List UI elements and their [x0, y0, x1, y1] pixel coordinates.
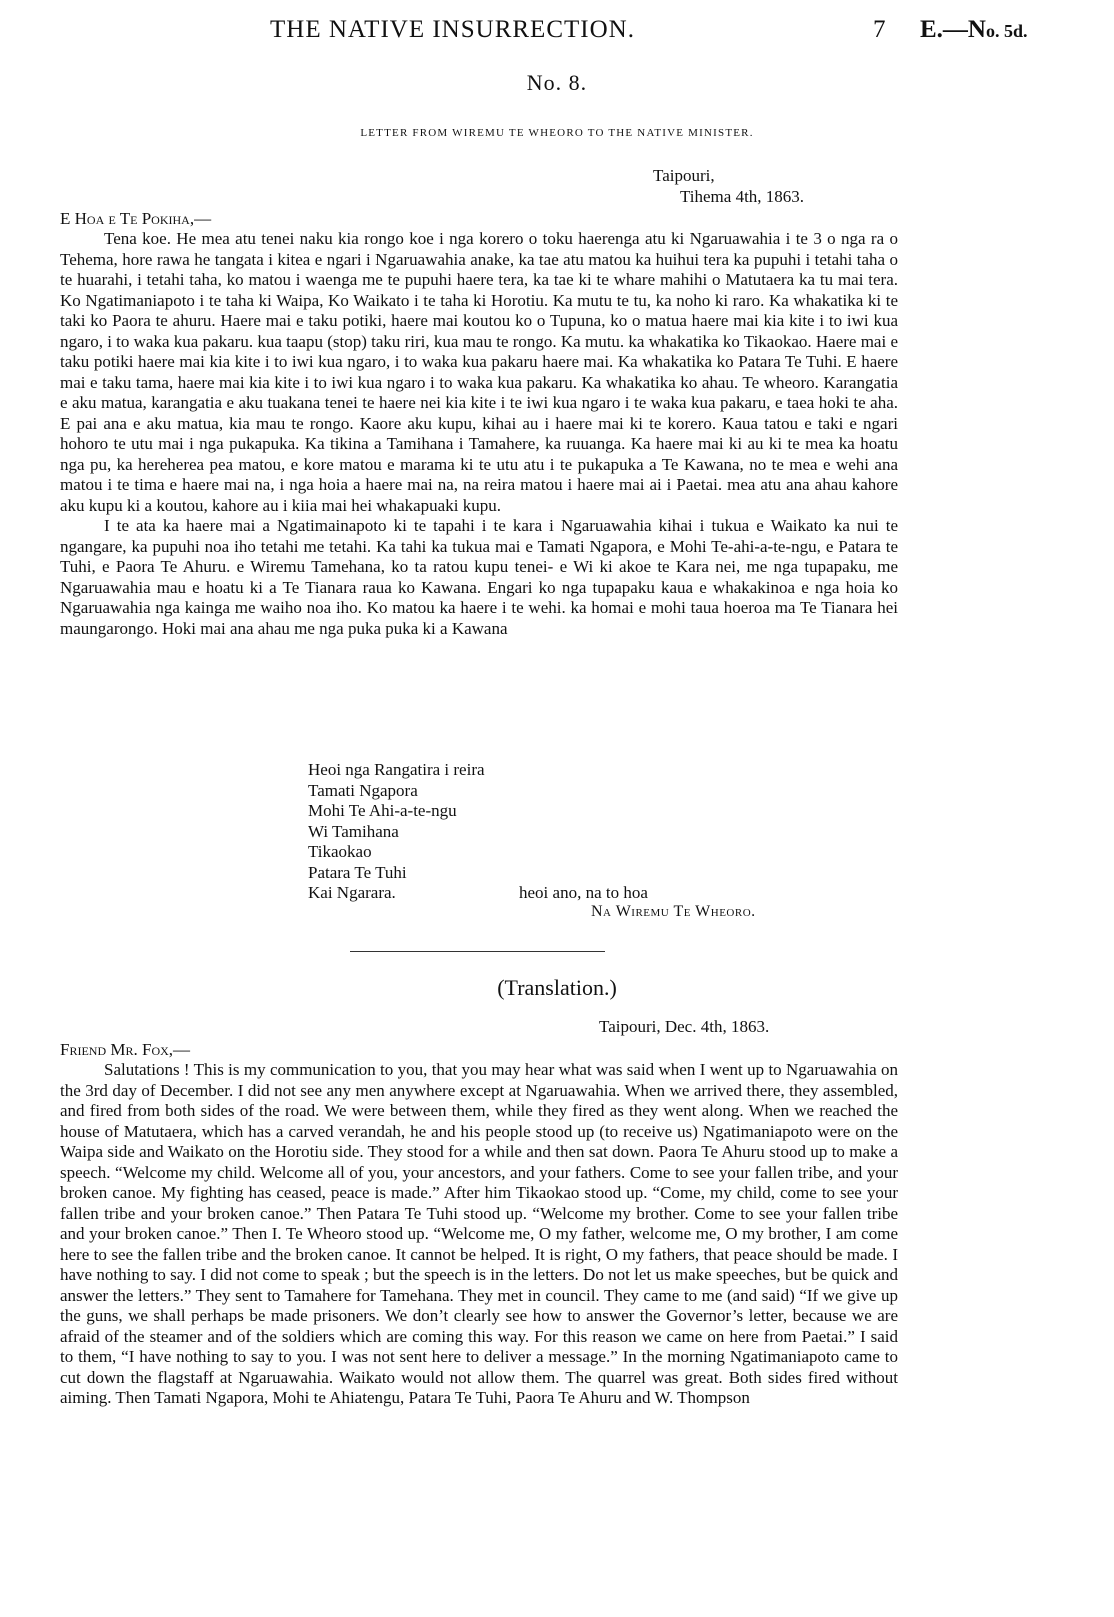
chiefs-list-item: Kai Ngarara.	[308, 883, 396, 902]
page-number: 7	[873, 16, 886, 43]
chiefs-list-item: Wi Tamihana	[308, 821, 399, 841]
translation-heading: (Translation.)	[497, 975, 617, 1000]
letter-heading: LETTER FROM WIREMU TE WHEORO TO THE NATIVE MINISTER.	[360, 127, 754, 139]
translation-salutation: Friend Mr. Fox,—	[60, 1040, 191, 1059]
translation-body	[60, 1060, 898, 1409]
chiefs-list-item: Tamati Ngapora	[308, 780, 418, 800]
letter-signature: Na Wiremu Te Wheoro.	[591, 903, 756, 920]
translation-paragraph: Salutations ! This is my communication to you, that you may hear what was said when I went up to Ngaruawahia on the 3rd day of December. I did not see any men anywhere except at Ngaruawahia. When we arrived there, they assembled, and fired from both sides of the road. We were between them, while they fired as they went along. When we reached the house of Matutaera, which has a carved verandah, he and his people stood up (to receive us) Ngatimaniapoto were on the Waipa side and Waikato on the Horotiu side. They stood for a while and then sat down. Paora Te Ahuru stood up to make a speech. “Welcome my child. Welcome all of you, your ancestors, and your fathers. Come to see your fallen tribe, and your broken canoe. My fighting has ceased, peace is made.” After him Tikaokao stood up. “Come, my child, come to see your fallen tribe and your broken canoe.” Then Patara Te Tuhi stood up. “Welcome my brother. Come to see your fallen tribe and your broken canoe.” Then I. Te Wheoro stood up. “Welcome me, O my father, welcome me, O my brother, I am come here to see the fallen tribe and the broken canoe. It cannot be helped. It is right, O my fathers, that peace should be made. I have nothing to say. I did not come to speak ; but the speech is in the letters. Do not let us make speeches, but be quick and answer the letters.” They sent to Tamahere for Tamehana. They met in council. They came to me (and said) “If we give up the guns, we shall perhaps be made prisoners. We don’t clearly see how to answer the Governor’s letter, because we are afraid of the steamer and of the soldiers which are coming this way. For this reason we came on here from Paetai.” I said to them, “I have nothing to say to you. I was not sent here to deliver a message.” In the morning Ngatimaniapoto came to cut down the flagstaff at Ngaruawahia. Waikato would not allow them. The quarrel was great. Both sides fired without aiming. Then Tamati Ngapora, Mohi te Ahiatengu, Patara Te Tuhi, Paora Te Ahuru and W. Thompson	[60, 1060, 898, 1407]
chiefs-list-item: Patara Te Tuhi	[308, 862, 407, 882]
running-header-title: THE NATIVE INSURRECTION.	[270, 16, 635, 43]
maori-paragraph-1: Tena koe. He mea atu tenei naku kia rongo koe i nga korero o toku haerenga atu ki Ngaruawahia i te 3 o nga ra o Tehema, hore rawa he tangata i kitea e ngari i Ngaruawahia anake, ka tae atu matou ka huihui tera ka pupuhi i tetahi taha o te huarahi, i tetahi taha, ko matou i waenga me te pupuhi haere tera, ka tae ki te whare mahihi o Matutaera ka tu mai tera. Ko Ngatimaniapoto i te taha ki Waipa, Ko Waikato i te taha ki Horotiu. Ka mutu te tu, ka noho ki raro. Ka whakatika ki te taki ko Paora te ahuru. Haere mai e taku potiki, haere mai koutou ko o Tupuna, ko o matua haere mai kia kite i to iwi kua ngaro, i to waka kua pakaru. kua taapu (stop) taku riri, kua mau te rongo. Ka mutu. ka whakatika ko Tikaokao. Haere mai e taku potiki haere mai kia kite i to iwi kua ngaro, i to waka kua pakaru haere mai. Ka whakatika ko Patara Te Tuhi. E haere mai e taku tama, haere mai kia kite i to iwi kua ngaro i to waka kua pakaru. Ka whakatika ko ahau. Te wheoro. Karangatia e aku matua, karangatia e aku tuakana tenei te haere nei kia kite i te iwi kua ngaro i te waka kua pakaru, e taea hoki te aha. E pai ana e aku matua, kia mau te rongo. Kaore aku kupu, kihai au i haere mai ki te korero. Kaua tatou e taki e ngari hohoro te utu mai i nga pukapuka. Ka tikina a Tamihana i Tamahere, ka ruuanga. Ka haere mai ki au ki te mea ka hoatu nga pu, ka hereherea pea matou, e kore matou e marama ki te utu atu i te pukapuka a Te Kawana, no te mea e wehi ana matou i te tima e haere mai na, i nga hoia a haere mai na, na reira matou i haere mai ai i Paetai. mea atu ana ahau kahore aku kupu ki a koutou, kahore au i kiia mai hei whakapuaki kupu.	[60, 229, 898, 515]
translation-place-date: Taipouri, Dec. 4th, 1863.	[599, 1017, 770, 1036]
maori-paragraph-2: I te ata ka haere mai a Ngatimainapoto ki te tapahi i te kara i Ngaruawahia kihai i tukua e Waikato ka nui te ngangare, ka pupuhi noa iho tetahi me tetahi. Ka tahi ka tukua mai e Tamati Ngapora, e Mohi Te-ahi-a-te-ngu, e Patara te Tuhi, e Paora Te Ahuru. e Wiremu Tamehana, ko ta ratou kupu tenei- e Wi ki akoe te Kara nei, me nga tupapaku, me Ngaruawahia mau e hoatu ki a Te Tianara raua ko Kawana. Engari ko nga tupapaku kaua e whakakinoa e nga hoia ko Ngaruawahia nga kainga me waiho noa iho. Ko matou ka haere i te wehi. ka homai e mohi taua hoeroa ma Te Tianara hei maungarongo. Hoki mai ana ahau me nga puka puka ki a Kawana	[60, 516, 898, 638]
chiefs-list	[308, 760, 485, 904]
maori-letter-body	[60, 229, 898, 639]
chiefs-list-item: Heoi nga Rangatira i reira	[308, 760, 485, 779]
document-reference-main: E.—N	[920, 16, 986, 43]
section-divider	[350, 951, 605, 952]
document-number: No. 8.	[526, 70, 588, 95]
document-reference	[920, 16, 1028, 44]
letter-closing: heoi ano, na to hoa	[519, 883, 648, 902]
chiefs-list-item: Mohi Te Ahi-a-te-ngu	[308, 801, 457, 820]
letter-place: Taipouri,	[653, 166, 715, 185]
letter-salutation: E Hoa e Te Pokiha,—	[60, 209, 212, 228]
chiefs-list-item: Tikaokao	[308, 842, 372, 861]
letter-date: Tihema 4th, 1863.	[680, 187, 805, 206]
document-reference-suffix: o. 5d.	[985, 21, 1028, 41]
